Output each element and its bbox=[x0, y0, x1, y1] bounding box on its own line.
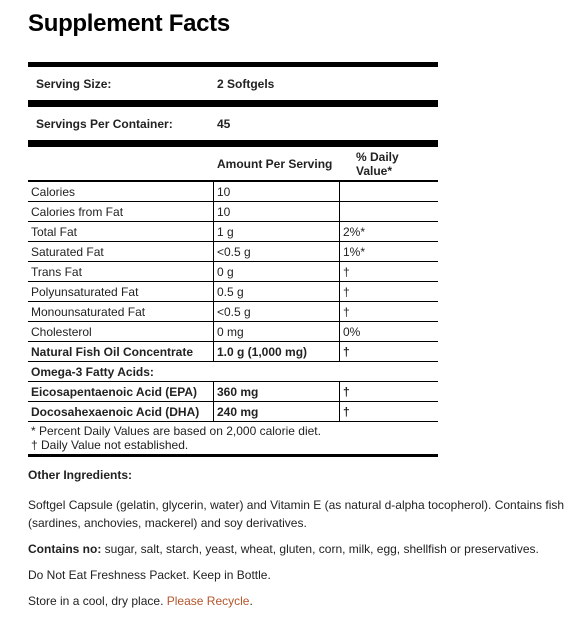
nutrient-name: Total Fat bbox=[28, 222, 214, 241]
table-row bbox=[28, 262, 438, 282]
page-title: Supplement Facts bbox=[28, 10, 230, 37]
nutrient-amount: <0.5 g bbox=[214, 302, 340, 321]
please-recycle-link[interactable]: Please Recycle bbox=[166, 594, 250, 608]
nutrient-name: Calories bbox=[28, 182, 214, 201]
contains-no-line bbox=[28, 540, 573, 558]
table-row bbox=[28, 242, 438, 262]
nutrient-name: Cholesterol bbox=[28, 322, 214, 341]
nutrient-daily-value: † bbox=[343, 404, 350, 419]
nutrient-name: Saturated Fat bbox=[28, 242, 214, 261]
nutrient-amount: 10 bbox=[214, 202, 340, 221]
nutrient-amount: 0 g bbox=[214, 262, 340, 281]
table-row bbox=[28, 302, 438, 322]
nutrient-amount: 1 g bbox=[214, 222, 340, 241]
nutrient-daily-value bbox=[340, 182, 438, 201]
table-row bbox=[28, 342, 438, 362]
nutrient-daily-value: 0% bbox=[343, 324, 361, 339]
omega-3-label: Omega-3 Fatty Acids: bbox=[28, 362, 438, 382]
nutrient-name: Docosahexaenoic Acid (DHA) bbox=[28, 402, 214, 421]
nutrient-name: Natural Fish Oil Concentrate bbox=[28, 342, 214, 361]
freshness-packet-text: Do Not Eat Freshness Packet. Keep in Bottle. bbox=[28, 568, 271, 582]
footnotes bbox=[28, 422, 438, 454]
ingredients-text: Softgel Capsule (gelatin, glycerin, water) and Vitamin E (as natural d-alpha tocopherol). Contains fish (sardines, anchovies, mackerel) and soy derivatives. bbox=[28, 498, 565, 530]
nutrient-name: Monounsaturated Fat bbox=[28, 302, 214, 321]
amount-header: Amount Per Serving bbox=[217, 156, 333, 171]
nutrient-amount: 240 mg bbox=[214, 402, 340, 421]
servings-per-container-row bbox=[28, 107, 438, 140]
table-row bbox=[28, 322, 438, 342]
nutrient-daily-value: † bbox=[343, 384, 350, 399]
daily-value-header: % Daily Value* bbox=[356, 149, 399, 178]
divider bbox=[28, 100, 438, 107]
supplement-facts-table bbox=[28, 62, 438, 457]
storage-line bbox=[28, 592, 573, 610]
nutrient-amount: 0.5 g bbox=[214, 282, 340, 301]
table-row bbox=[28, 222, 438, 242]
servings-per-container-label: Servings Per Container: bbox=[36, 116, 173, 131]
divider bbox=[28, 140, 438, 147]
serving-size-row bbox=[28, 67, 438, 100]
table-row bbox=[28, 202, 438, 222]
nutrient-name: Eicosapentaenoic Acid (EPA) bbox=[28, 382, 214, 401]
nutrient-amount: 1.0 g (1,000 mg) bbox=[214, 342, 340, 361]
nutrient-daily-value: † bbox=[343, 304, 350, 319]
table-row bbox=[28, 382, 438, 402]
nutrient-daily-value: † bbox=[343, 284, 350, 299]
table-header bbox=[28, 147, 438, 180]
contains-no-text: sugar, salt, starch, yeast, wheat, gluten, corn, milk, egg, shellfish or preservatives. bbox=[101, 542, 539, 556]
nutrient-name: Calories from Fat bbox=[28, 202, 214, 221]
nutrient-amount: 10 bbox=[214, 182, 340, 201]
nutrient-amount: 0 mg bbox=[214, 322, 340, 341]
nutrient-name: Trans Fat bbox=[28, 262, 214, 281]
storage-period: . bbox=[249, 594, 253, 608]
serving-size-label: Serving Size: bbox=[36, 76, 112, 91]
servings-per-container-value: 45 bbox=[217, 116, 231, 131]
nutrient-daily-value: † bbox=[343, 264, 350, 279]
footnote-daily-values: * Percent Daily Values are based on 2,000 calorie diet. bbox=[31, 424, 321, 438]
table-row bbox=[28, 402, 438, 422]
serving-size-value: 2 Softgels bbox=[217, 76, 275, 91]
nutrient-amount: <0.5 g bbox=[214, 242, 340, 261]
divider bbox=[28, 454, 438, 457]
other-ingredients-section bbox=[28, 466, 573, 610]
nutrient-daily-value: 2%* bbox=[343, 224, 366, 239]
nutrient-daily-value: 1%* bbox=[343, 244, 366, 259]
footnote-not-established: † Daily Value not established. bbox=[31, 438, 189, 452]
table-row bbox=[28, 182, 438, 202]
nutrient-daily-value bbox=[340, 202, 438, 221]
storage-text: Store in a cool, dry place. bbox=[28, 594, 167, 608]
nutrient-amount: 360 mg bbox=[214, 382, 340, 401]
nutrient-daily-value: † bbox=[343, 344, 350, 359]
contains-no-label: Contains no: bbox=[28, 542, 102, 556]
table-row bbox=[28, 282, 438, 302]
other-ingredients-heading: Other Ingredients: bbox=[28, 468, 133, 482]
nutrient-name: Polyunsaturated Fat bbox=[28, 282, 214, 301]
